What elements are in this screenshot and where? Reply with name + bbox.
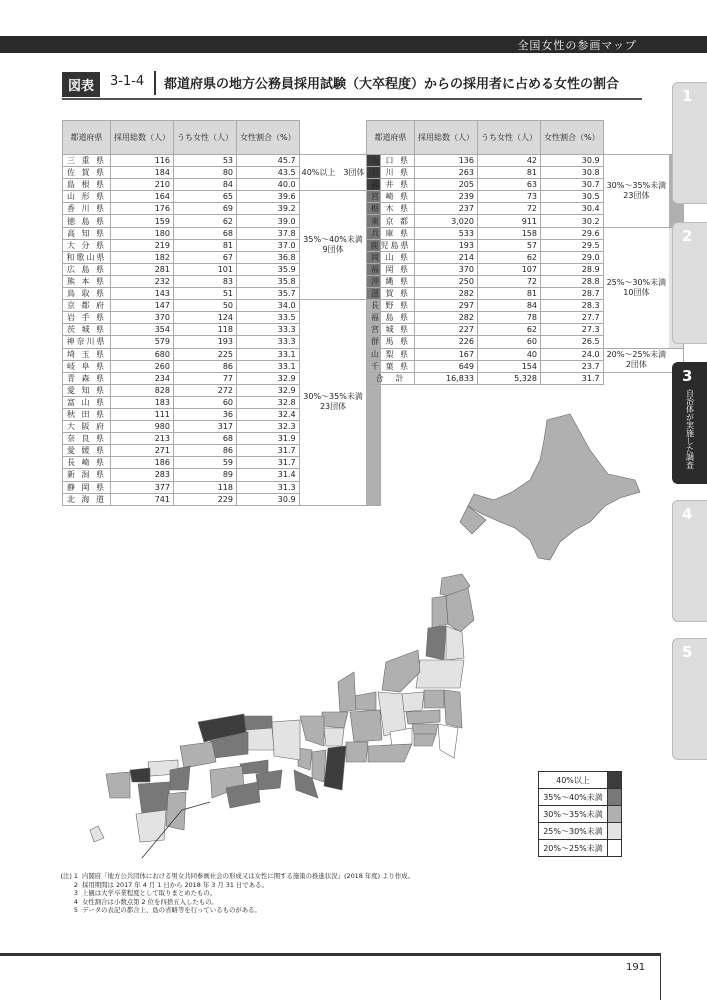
table-header: 都道府県	[63, 121, 111, 155]
cell-prefecture: 和歌山県	[63, 251, 111, 263]
map-toyama	[354, 692, 376, 710]
legend-swatch	[608, 840, 622, 857]
note-line	[60, 881, 414, 890]
chapter-tab-5[interactable]: 5	[672, 638, 707, 760]
cell-prefecture: 三 重 県	[63, 155, 111, 167]
cell-value: 184	[111, 167, 174, 179]
cell-value: 219	[111, 239, 174, 251]
cell-value: 83	[174, 275, 237, 287]
cell-prefecture: 青 森 県	[63, 372, 111, 384]
group-label: 40%以上 3団体	[299, 155, 366, 191]
cell-prefecture: 岩 手 県	[63, 312, 111, 324]
cell-prefecture: 佐 賀 県	[63, 167, 111, 179]
cell-value: 680	[111, 348, 174, 360]
map-kagoshima	[136, 810, 166, 842]
cell-value: 30.2	[541, 215, 604, 227]
cell-value: 27.3	[541, 324, 604, 336]
cell-prefecture: 愛 知 県	[63, 384, 111, 396]
cell-value: 28.8	[541, 275, 604, 287]
cell-prefecture: 京 都 府	[63, 300, 111, 312]
cell-value: 84	[174, 179, 237, 191]
cell-prefecture: 富 山 県	[63, 396, 111, 408]
cell-value: 158	[478, 227, 541, 239]
cell-prefecture: 埼 玉 県	[63, 348, 111, 360]
cell-value: 36	[174, 408, 237, 420]
table-header: 採用総数（人）	[111, 121, 174, 155]
cell-value: 65	[174, 191, 237, 203]
map-yamagata	[426, 626, 446, 660]
cell-value: 118	[174, 324, 237, 336]
map-aichi	[346, 742, 368, 762]
cell-value: 45.7	[237, 155, 300, 167]
cell-value: 124	[174, 312, 237, 324]
page-number: 191	[626, 962, 646, 973]
cell-value: 3,020	[415, 215, 478, 227]
cell-value: 37.8	[237, 227, 300, 239]
legend-label: 25%～30%未満	[539, 823, 608, 840]
cell-value: 62	[174, 215, 237, 227]
cell-prefecture: 福 島 県	[367, 312, 415, 324]
table-header: 女性割合（%）	[237, 121, 300, 155]
cell-value: 86	[174, 360, 237, 372]
cell-value: 283	[111, 469, 174, 481]
cell-value: 205	[415, 179, 478, 191]
cell-value: 118	[174, 481, 237, 493]
map-kyoto	[300, 716, 324, 746]
cell-value: 317	[174, 421, 237, 433]
cell-prefecture: 長 崎 県	[63, 457, 111, 469]
cell-value: 77	[174, 372, 237, 384]
cell-total-value: 31.7	[541, 372, 604, 384]
cell-value: 42	[478, 155, 541, 167]
note-text: 女性割合は小数点第 2 位を四捨五入したもの。	[82, 897, 218, 906]
cell-prefecture: 愛 媛 県	[63, 445, 111, 457]
cell-value: 28.3	[541, 300, 604, 312]
cell-value: 741	[111, 493, 174, 505]
cell-value: 116	[111, 155, 174, 167]
cell-value: 186	[111, 457, 174, 469]
cell-value: 33.1	[237, 360, 300, 372]
cell-value: 232	[111, 275, 174, 287]
cell-value: 29.0	[541, 251, 604, 263]
legend-item	[539, 789, 622, 806]
cell-value: 229	[174, 493, 237, 505]
cell-value: 147	[111, 300, 174, 312]
cell-prefecture: 香 川 県	[63, 203, 111, 215]
cell-value: 34.0	[237, 300, 300, 312]
cell-value: 86	[174, 445, 237, 457]
table-header: 都道府県	[367, 121, 415, 155]
map-chiba	[438, 724, 458, 758]
cell-value: 533	[415, 227, 478, 239]
map-fukui	[322, 712, 348, 728]
cell-value: 81	[478, 167, 541, 179]
cell-value: 67	[174, 251, 237, 263]
cell-value: 31.4	[237, 469, 300, 481]
cell-prefecture: 鳥 取 県	[63, 288, 111, 300]
legend-swatch	[608, 823, 622, 840]
table-row	[367, 348, 684, 360]
cell-value: 31.9	[237, 433, 300, 445]
cell-total-value: 5,328	[478, 372, 541, 384]
note-line	[60, 906, 414, 915]
cell-value: 370	[415, 263, 478, 275]
note-text: 上観は大学卒業程度として取りまとめたもの。	[82, 889, 216, 898]
cell-value: 136	[415, 155, 478, 167]
cell-prefecture: 広 島 県	[63, 263, 111, 275]
cell-value: 39.6	[237, 191, 300, 203]
cell-value: 32.8	[237, 396, 300, 408]
cell-prefecture: 高 知 県	[63, 227, 111, 239]
map-saitama	[406, 710, 440, 724]
table-row	[63, 300, 381, 312]
cell-prefecture: 千 葉 県	[367, 360, 415, 372]
cell-value: 81	[174, 239, 237, 251]
cell-value: 63	[478, 179, 541, 191]
cell-value: 183	[111, 396, 174, 408]
cell-value: 250	[415, 275, 478, 287]
map-iwate	[446, 588, 474, 632]
cell-value: 214	[415, 251, 478, 263]
map-tokyo	[412, 724, 438, 734]
cell-value: 297	[415, 300, 478, 312]
cell-value: 176	[111, 203, 174, 215]
cell-value: 57	[478, 239, 541, 251]
cell-prefecture: 北 海 道	[63, 493, 111, 505]
cell-value: 33.3	[237, 336, 300, 348]
group-label: 20%～25%未満 2団体	[603, 348, 669, 372]
map-mie	[324, 746, 346, 790]
table-row	[63, 191, 381, 203]
cell-value: 72	[478, 275, 541, 287]
cell-value: 271	[111, 445, 174, 457]
cell-value: 84	[478, 300, 541, 312]
cell-value: 260	[111, 360, 174, 372]
cell-value: 370	[111, 312, 174, 324]
cell-value: 111	[111, 408, 174, 420]
cell-value: 377	[111, 481, 174, 493]
cell-value: 50	[174, 300, 237, 312]
legend-item	[539, 840, 622, 857]
table-header: 採用総数（人）	[415, 121, 478, 155]
note-number: 2	[73, 880, 78, 889]
cell-value: 35.8	[237, 275, 300, 287]
cell-prefecture: 山 形 県	[63, 191, 111, 203]
cell-value: 28.9	[541, 263, 604, 275]
cell-prefecture: 静 岡 県	[63, 481, 111, 493]
cell-value: 59	[174, 457, 237, 469]
map-tokushima	[256, 770, 282, 790]
cell-value: 89	[174, 469, 237, 481]
legend-swatch	[608, 789, 622, 806]
section-title: 全国女性の参画マップ	[517, 39, 637, 52]
cell-value: 68	[174, 433, 237, 445]
legend-label: 35%～40%未満	[539, 789, 608, 806]
cell-prefecture: 福 井 県	[367, 179, 415, 191]
cell-value: 282	[415, 288, 478, 300]
map-fukushima	[416, 660, 464, 688]
figure-badge: 図表	[62, 72, 100, 97]
cell-prefecture: 東 京 都	[367, 215, 415, 227]
cell-value: 62	[478, 324, 541, 336]
cell-value: 649	[415, 360, 478, 372]
cell-value: 154	[478, 360, 541, 372]
cell-value: 213	[111, 433, 174, 445]
group-label: 30%～35%未満 23団体	[299, 300, 366, 506]
section-header-bar	[0, 36, 707, 53]
cell-prefecture: 兵 庫 県	[367, 227, 415, 239]
legend-label: 20%～25%未満	[539, 840, 608, 857]
cell-value: 32.9	[237, 372, 300, 384]
table-row	[63, 155, 381, 167]
chapter-tab-1[interactable]: 1	[672, 82, 707, 204]
cell-value: 40.0	[237, 179, 300, 191]
cell-value: 263	[415, 167, 478, 179]
cell-value: 226	[415, 336, 478, 348]
footer-rule	[0, 953, 660, 956]
cell-value: 828	[111, 384, 174, 396]
cell-prefecture: 鹿児島県	[367, 239, 415, 251]
cell-value: 101	[174, 263, 237, 275]
cell-value: 282	[415, 312, 478, 324]
cell-prefecture: 石 川 県	[367, 167, 415, 179]
cell-total-value: 16,833	[415, 372, 478, 384]
cell-value: 23.7	[541, 360, 604, 372]
cell-value: 40	[478, 348, 541, 360]
cell-prefecture: 徳 島 県	[63, 215, 111, 227]
cell-value: 51	[174, 288, 237, 300]
cell-value: 32.4	[237, 408, 300, 420]
cell-value: 29.5	[541, 239, 604, 251]
cell-value: 579	[111, 336, 174, 348]
note-number: 3	[73, 889, 78, 898]
map-nara	[312, 750, 326, 782]
cell-value: 60	[478, 336, 541, 348]
cell-value: 24.0	[541, 348, 604, 360]
map-shiga	[324, 728, 344, 746]
map-kumamoto	[138, 782, 170, 814]
cell-total-label: 合 計	[367, 372, 415, 384]
cell-prefecture: 岐 阜 県	[63, 360, 111, 372]
note-text: 採用期間は 2017 年 4 月 1 日から 2018 年 3 月 31 日である。	[82, 880, 268, 889]
cell-value: 73	[478, 191, 541, 203]
map-legend	[538, 771, 622, 857]
cell-prefecture: 宮 崎 県	[367, 191, 415, 203]
figure-number: 3-1-4	[110, 74, 145, 89]
cell-value: 37.0	[237, 239, 300, 251]
cell-prefecture: 群 馬 県	[367, 336, 415, 348]
cell-value: 72	[478, 203, 541, 215]
map-shizuoka	[368, 744, 412, 762]
cell-value: 39.0	[237, 215, 300, 227]
map-kagawa	[240, 760, 268, 774]
cell-prefecture: 福 岡 県	[367, 263, 415, 275]
map-kanagawa	[414, 734, 436, 746]
cell-value: 180	[111, 227, 174, 239]
cell-value: 68	[174, 227, 237, 239]
right-data-table	[366, 120, 684, 385]
legend-item	[539, 806, 622, 823]
total-row	[367, 372, 684, 384]
cell-value: 281	[111, 263, 174, 275]
cell-value: 30.7	[541, 179, 604, 191]
cell-prefecture: 山 口 県	[367, 155, 415, 167]
cell-value: 227	[415, 324, 478, 336]
map-tochigi	[424, 690, 444, 708]
cell-value: 31.7	[237, 457, 300, 469]
cell-value: 33.5	[237, 312, 300, 324]
map-miyazaki	[166, 792, 186, 830]
cell-value: 78	[478, 312, 541, 324]
cell-value: 35.9	[237, 263, 300, 275]
cell-value: 30.4	[541, 203, 604, 215]
group-label: 30%～35%未満 23団体	[603, 155, 669, 228]
legend-swatch	[608, 772, 622, 789]
cell-value: 107	[478, 263, 541, 275]
note-number: 5	[73, 906, 78, 915]
group-label: 35%～40%未満 9団体	[299, 191, 366, 300]
chapter-tab-3[interactable]: 3 自治体が実施した調査	[672, 362, 707, 484]
cell-value: 35.7	[237, 288, 300, 300]
cell-value: 30.9	[237, 493, 300, 505]
cell-prefecture: 長 野 県	[367, 300, 415, 312]
cell-value: 30.9	[541, 155, 604, 167]
map-niigata	[382, 650, 420, 692]
cell-value: 53	[174, 155, 237, 167]
table-header: うち女性（人）	[478, 121, 541, 155]
cell-value: 62	[478, 251, 541, 263]
cell-value: 30.8	[541, 167, 604, 179]
legend-swatch	[608, 806, 622, 823]
table-row	[367, 227, 684, 239]
map-hyogo	[272, 720, 300, 760]
cell-value: 980	[111, 421, 174, 433]
cell-value: 225	[174, 348, 237, 360]
map-hokkaido	[468, 414, 640, 560]
cell-value: 239	[415, 191, 478, 203]
map-ishikawa	[338, 672, 356, 712]
map-gifu	[350, 710, 382, 742]
cell-prefecture: 新 潟 県	[63, 469, 111, 481]
map-nagasaki	[106, 772, 130, 798]
cell-prefecture: 奈 良 県	[63, 433, 111, 445]
cell-value: 210	[111, 179, 174, 191]
cell-value: 911	[478, 215, 541, 227]
chapter-tab-3-label: 自治体が実施した調査	[685, 389, 695, 469]
cell-prefecture: 神奈川県	[63, 336, 111, 348]
map-tottori	[244, 716, 272, 730]
cell-value: 193	[415, 239, 478, 251]
cell-prefecture: 栃 木 県	[367, 203, 415, 215]
note-number: 4	[73, 897, 78, 906]
table-header: うち女性（人）	[174, 121, 237, 155]
figure-heading	[62, 70, 642, 100]
cell-value: 69	[174, 203, 237, 215]
map-ibaraki	[444, 690, 462, 728]
cell-value: 32.9	[237, 384, 300, 396]
cell-value: 30.5	[541, 191, 604, 203]
cell-prefecture: 秋 田 県	[63, 408, 111, 420]
cell-value: 237	[415, 203, 478, 215]
legend-item	[539, 823, 622, 840]
cell-value: 60	[174, 396, 237, 408]
cell-value: 234	[111, 372, 174, 384]
chapter-tab-4[interactable]: 4	[672, 500, 707, 622]
table-row	[367, 155, 684, 167]
heading-divider	[154, 71, 156, 95]
group-label: 25%～30%未満 10団体	[603, 227, 669, 348]
legend-item	[539, 772, 622, 789]
cell-value: 159	[111, 215, 174, 227]
cell-prefecture: 滋 賀 県	[367, 288, 415, 300]
notes	[60, 872, 414, 915]
cell-value: 26.5	[541, 336, 604, 348]
map-okinawa	[90, 826, 104, 842]
cell-value: 81	[478, 288, 541, 300]
cell-value: 28.7	[541, 288, 604, 300]
cell-value: 354	[111, 324, 174, 336]
cell-prefecture: 岡 山 県	[367, 251, 415, 263]
map-saga	[130, 768, 150, 782]
map-okayama	[246, 728, 274, 750]
cell-prefecture: 山 梨 県	[367, 348, 415, 360]
note-text: データの表記の都合上、島の省略等を行っているものがある。	[82, 906, 261, 915]
cell-value: 31.3	[237, 481, 300, 493]
cell-prefecture: 大 分 県	[63, 239, 111, 251]
cell-prefecture: 茨 城 県	[63, 324, 111, 336]
note-line	[60, 889, 414, 898]
cell-prefecture: 宮 城 県	[367, 324, 415, 336]
note-text: 内閣府「地方公共団体における男女共同参画社会の形成又は女性に関する施策の推進状況」(2018 年度) より作成。	[82, 872, 415, 880]
legend-label: 30%～35%未満	[539, 806, 608, 823]
cell-value: 80	[174, 167, 237, 179]
cell-value: 143	[111, 288, 174, 300]
note-number: (注) 1	[60, 872, 78, 880]
cell-value: 43.5	[237, 167, 300, 179]
cell-value: 193	[174, 336, 237, 348]
map-yamaguchi	[180, 742, 216, 768]
cell-value: 31.7	[237, 445, 300, 457]
map-akita	[432, 596, 448, 628]
cell-value: 272	[174, 384, 237, 396]
cell-prefecture: 熊 本 県	[63, 275, 111, 287]
cell-value: 32.3	[237, 421, 300, 433]
table-header: 女性割合（%）	[541, 121, 604, 155]
cell-value: 27.7	[541, 312, 604, 324]
cell-value: 39.2	[237, 203, 300, 215]
note-line	[60, 872, 414, 881]
footer-divider	[660, 953, 661, 1000]
cell-value: 182	[111, 251, 174, 263]
cell-value: 33.3	[237, 324, 300, 336]
cell-prefecture: 大 阪 府	[63, 421, 111, 433]
chapter-tab-2[interactable]: 2	[672, 222, 707, 344]
cell-value: 36.8	[237, 251, 300, 263]
map-nagano	[378, 692, 406, 736]
cell-value: 29.6	[541, 227, 604, 239]
cell-prefecture: 島 根 県	[63, 179, 111, 191]
cell-value: 164	[111, 191, 174, 203]
cell-value: 33.1	[237, 348, 300, 360]
figure-title: 都道府県の地方公務員採用試験（大卒程度）からの採用者に占める女性の割合	[164, 77, 620, 92]
cell-prefecture: 沖 縄 県	[367, 275, 415, 287]
cell-value: 167	[415, 348, 478, 360]
map-oita	[170, 766, 190, 790]
legend-label: 40%以上	[539, 772, 608, 789]
